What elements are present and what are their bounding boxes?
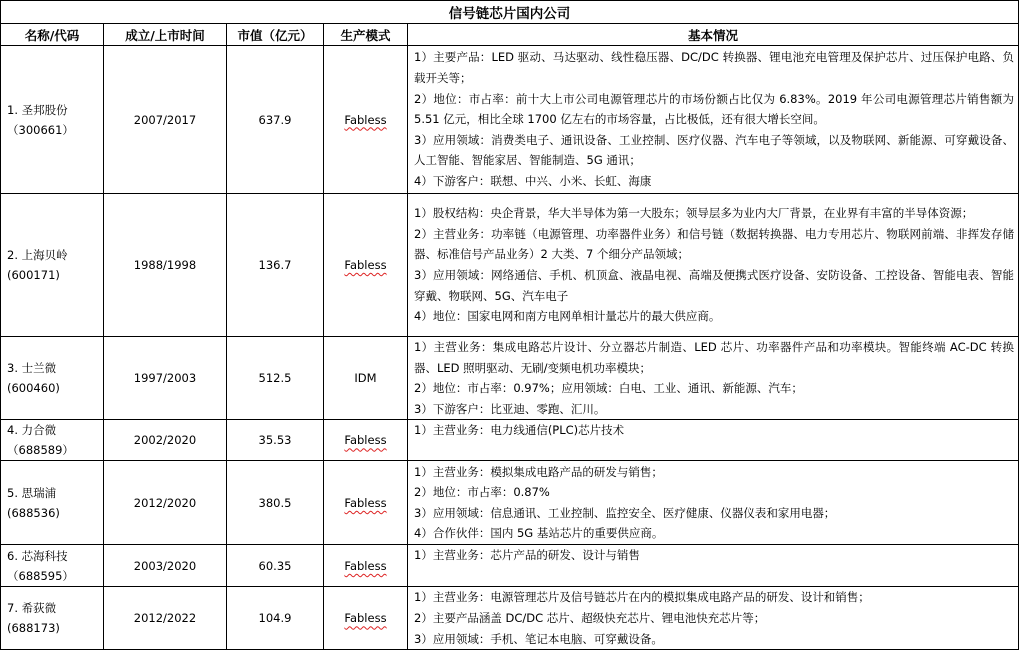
company-name-cell (1, 420, 104, 461)
company-name: 6. 芯海科技 (7, 548, 68, 563)
info-line: 2）主要产品涵盖 DC/DC 芯片、超级快充芯片、锂电池快充芯片等； (414, 610, 766, 625)
header-market-cap: 市值（亿元） (227, 24, 324, 46)
table-row (1, 420, 1019, 461)
header-row (1, 24, 1019, 46)
basic-info-cell (408, 545, 1019, 587)
table-row (1, 46, 1019, 194)
market-cap: 512.5 (227, 337, 324, 420)
table-row (1, 194, 1019, 337)
production-mode-cell (324, 587, 408, 650)
company-name-cell (1, 545, 104, 587)
production-mode-cell (324, 46, 408, 194)
header-production-mode: 生产模式 (324, 24, 408, 46)
info-line: 4）合作伙伴：国内 5G 基站芯片的重要供应商。 (414, 526, 664, 541)
company-code: (600460) (7, 381, 60, 396)
production-mode: Fabless (344, 258, 387, 272)
info-line: 2）地位：市占率：前十大上市公司电源管理芯片的市场份额占比仅为 6.83%。2019 年公司电源管理芯片销售额为 5.51 亿元，相比全球 1700 亿左右的市场容量，占比极低，还有很大增长空间。 (414, 91, 1014, 127)
founded-listed-date: 1997/2003 (104, 337, 227, 420)
production-mode: IDM (354, 371, 377, 386)
company-name-cell (1, 337, 104, 420)
info-line: 3）应用领域：信息通讯、工业控制、监控安全、医疗健康、仪器仪表和家用电器； (414, 505, 836, 520)
info-line: 1）主营业务：集成电路芯片设计、分立器芯片制造、LED 芯片、功率器件产品和功率模块。智能终端 AC-DC 转换器、LED 照明驱动、无刷/变频电机功率模块； (414, 340, 1014, 375)
market-cap: 35.53 (227, 420, 324, 461)
info-line: 3）应用领域：消费类电子、通讯设备、工业控制、医疗仪器、汽车电子等领域，以及物联网、新能源、可穿戴设备、人工智能、智能家居、智能制造、5G 通讯； (414, 132, 1014, 168)
basic-info-cell (408, 587, 1019, 650)
info-line: 1）主营业务：电源管理芯片及信号链芯片在内的模拟集成电路产品的研发、设计和销售； (414, 590, 870, 605)
founded-listed-date: 2012/2020 (104, 461, 227, 545)
basic-info-cell (408, 194, 1019, 337)
info-line: 1）主营业务：模拟集成电路产品的研发与销售； (414, 464, 663, 479)
company-code: (688173) (7, 621, 60, 636)
company-code: (600171) (7, 268, 60, 282)
production-mode: Fabless (344, 611, 387, 626)
company-code: （300661） (7, 122, 74, 137)
info-line: 1）主营业务：电力线通信(PLC)芯片技术 (414, 423, 625, 438)
founded-listed-date: 1988/1998 (104, 194, 227, 337)
company-name-cell (1, 46, 104, 194)
header-name: 名称/代码 (1, 24, 104, 46)
founded-listed-date: 2012/2022 (104, 587, 227, 650)
basic-info-cell (408, 420, 1019, 461)
info-line: 4）地位：国家电网和南方电网单相计量芯片的最大供应商。 (414, 309, 721, 324)
info-line: 3）应用领域：网络通信、手机、机顶盒、液晶电视、高端及便携式医疗设备、安防设备、工控设备、智能电表、智能穿戴、物联网、5G、汽车电子 (414, 268, 1014, 303)
info-line: 2）地位：市占率：0.87% (414, 485, 550, 500)
founded-listed-date: 2003/2020 (104, 545, 227, 587)
title-row (1, 1, 1019, 24)
production-mode-cell (324, 545, 408, 587)
production-mode: Fabless (344, 112, 387, 127)
table-row (1, 461, 1019, 545)
info-line: 1）主营业务：芯片产品的研发、设计与销售 (414, 548, 640, 563)
production-mode: Fabless (344, 558, 387, 573)
info-line: 1）主要产品：LED 驱动、马达驱动、线性稳压器、DC/DC 转换器、锂电池充电管理及保护芯片、过压保护电路、负载开关等； (414, 50, 1014, 86)
production-mode-cell (324, 194, 408, 337)
basic-info-cell (408, 337, 1019, 420)
production-mode-cell (324, 461, 408, 545)
company-name: 1. 圣邦股份 (7, 102, 68, 117)
header-date: 成立/上市时间 (104, 24, 227, 46)
info-line: 4）下游客户：联想、中兴、小米、长虹、海康 (414, 173, 652, 188)
company-code: （688595） (7, 568, 74, 583)
company-name-cell (1, 587, 104, 650)
production-mode: Fabless (344, 433, 387, 448)
market-cap: 637.9 (227, 46, 324, 194)
company-name: 5. 思瑞浦 (7, 485, 57, 500)
header-basic-info: 基本情况 (408, 24, 1019, 46)
company-name: 3. 士兰微 (7, 361, 57, 376)
production-mode-cell (324, 420, 408, 461)
company-name-cell (1, 194, 104, 337)
company-code: (688536) (7, 505, 60, 520)
market-cap: 380.5 (227, 461, 324, 545)
info-line: 2）主营业务：功率链（电源管理、功率器件业务）和信号链（数据转换器、电力专用芯片、物联网前端、非挥发存储器、标准信号产品业务）2 大类、7 个细分产品领域； (414, 226, 1014, 262)
company-code: （688589） (7, 443, 74, 458)
company-name: 4. 力合微 (7, 423, 57, 438)
table-row (1, 587, 1019, 650)
table-title: 信号链芯片国内公司 (1, 1, 1019, 24)
info-line: 3）应用领域：手机、笔记本电脑、可穿戴设备。 (414, 631, 663, 646)
production-mode-cell (324, 337, 408, 420)
info-line: 3）下游客户：比亚迪、零跑、汇川。 (414, 401, 606, 416)
founded-listed-date: 2002/2020 (104, 420, 227, 461)
company-name: 7. 希荻微 (7, 601, 57, 616)
market-cap: 60.35 (227, 545, 324, 587)
founded-listed-date: 2007/2017 (104, 46, 227, 194)
table-row (1, 545, 1019, 587)
production-mode: Fabless (344, 495, 387, 510)
basic-info-cell (408, 461, 1019, 545)
basic-info-cell (408, 46, 1019, 194)
info-line: 1）股权结构：央企背景，华大半导体为第一大股东；领导层多为业内大厂背景，在业界有丰富的半导体资源； (414, 206, 974, 221)
table-row (1, 337, 1019, 420)
market-cap: 136.7 (227, 194, 324, 337)
company-name: 2. 上海贝岭 (7, 248, 68, 262)
company-name-cell (1, 461, 104, 545)
info-line: 2）地位：市占率：0.97%；应用领域：白电、工业、通讯、新能源、汽车； (414, 381, 803, 396)
market-cap: 104.9 (227, 587, 324, 650)
